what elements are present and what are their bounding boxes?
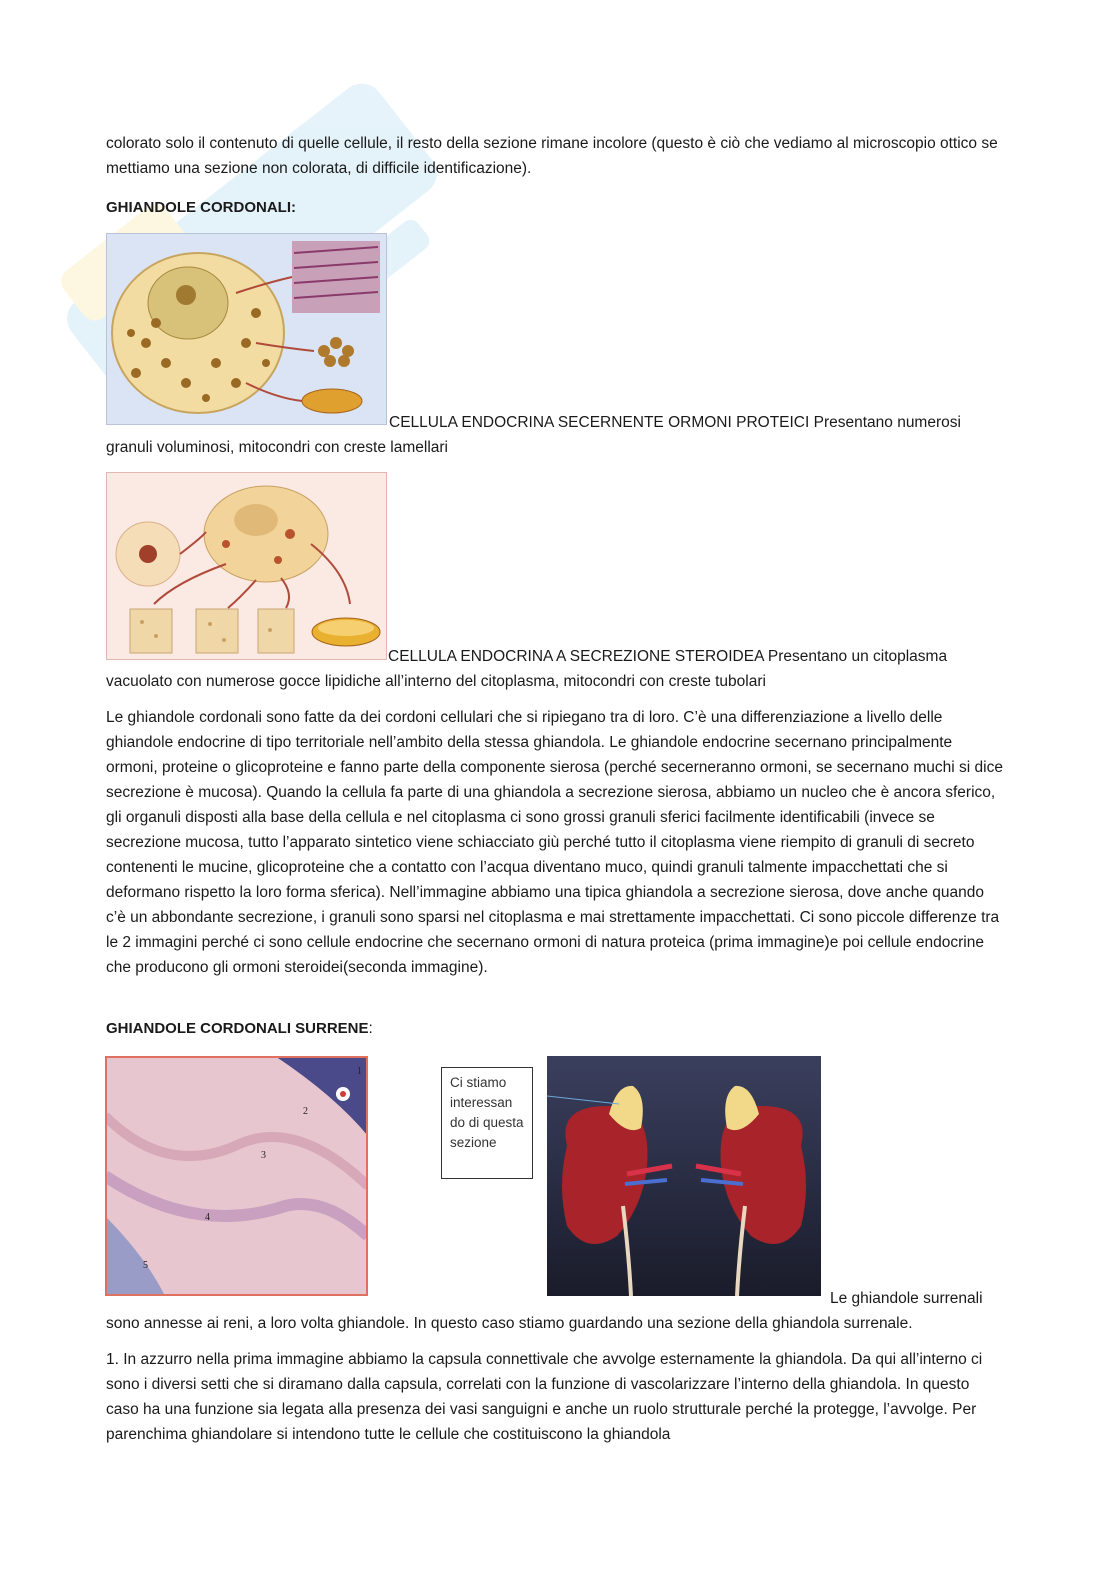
heading-ghiandole-cordonali: GHIANDOLE CORDONALI: — [106, 199, 296, 216]
histology-label-4: 4 — [205, 1212, 210, 1223]
kidney-callout-box: Ci stiamo interessan do di questa sezione — [441, 1067, 533, 1179]
histology-label-3: 3 — [261, 1150, 266, 1161]
protein-cell-figure — [106, 233, 387, 425]
kidney-adrenal-figure — [547, 1056, 821, 1296]
caption-protein-cell-line1: CELLULA ENDOCRINA SECERNENTE ORMONI PROTEICI Presentano numerosi — [389, 414, 961, 431]
caption-surrenali-line1: Le ghiandole surrenali — [830, 1290, 983, 1307]
intro-paragraph: colorato solo il contenuto di quelle cellule, il resto della sezione rimane incolore (questo è ciò che vediamo al microscopio ottico se mettiamo una sezione non colorata, di difficile identificazione). — [106, 135, 998, 177]
heading-surrene-colon: : — [368, 1020, 373, 1037]
heading-surrene — [106, 1016, 1006, 1041]
histology-label-1: 1 — [357, 1066, 362, 1077]
body-cordonali-paragraph: Le ghiandole cordonali sono fatte da dei cordoni cellulari che si ripiegano tra di loro. C’è una differenziazione a livello delle ghiandole endocrine di tipo territoriale nell’ambito della stessa ghiandola. Le ghiandole endocrine secernano principalmente ormoni, proteine o glicoproteine e fanno parte della componente sierosa (perché secerneranno ormoni, se secernano muchi si dice secrezione è mucosa). Quando la cellula fa parte di una ghiandola a secrezione sierosa, abbiamo un nucleo che è ancora sferico, gli organuli disposti alla base della cellula e nel citoplasma ci sono grossi granuli sferici facilmente identificabili (invece se secrezione mucosa, tutto l’apparato sintetico viene schiacciato giù perché tutto il citoplasma viene riempito di granuli di secreto contenenti le mucine, glicoproteine che a contatto con l’acqua diventano muco, quindi granuli talmente impacchettati che si deformano rispetto la loro forma sferica). Nell’immagine abbiamo una tipica ghiandola a secrezione sierosa, dove anche quando c’è un abbondante secrezione, i granuli sono sparsi nel citoplasma e mai strettamente impacchettati. Ci sono piccole differenze tra le 2 immagini perché ci sono cellule endocrine che secernano ormoni di natura proteica (prima immagine)e poi cellule endocrine che producono gli ormoni steroidei(seconda immagine). — [106, 709, 1003, 976]
histology-label-5: 5 — [143, 1260, 148, 1271]
histology-label-2: 2 — [303, 1106, 308, 1117]
adrenal-histology-figure — [105, 1056, 368, 1296]
body-capsula-paragraph: 1. In azzurro nella prima immagine abbiamo la capsula connettivale che avvolge esternamente la ghiandola. Da qui all’interno ci sono i diversi setti che si diramano dalla capsula, correlati con la funzione di vascolarizzare l’interno della ghiandola. In questo caso ha una funzione sia legata alla presenza dei vasi sanguigni e anche un ruolo strutturale perché la protegge, l’avvolge. Per parenchima ghiandolare si intendono tutte le cellule che costituiscono la ghiandola — [106, 1351, 983, 1443]
caption-protein-cell-line2: granuli voluminosi, mitocondri con creste lamellari — [106, 439, 448, 456]
caption-surrenali-line2: sono annesse ai reni, a loro volta ghiandole. In questo caso stiamo guardando una sezione della ghiandola surrenale. — [106, 1315, 913, 1332]
steroid-cell-figure — [106, 472, 387, 660]
caption-steroid-cell-line1: CELLULA ENDOCRINA A SECREZIONE STEROIDEA Presentano un citoplasma — [388, 648, 948, 665]
caption-steroid-cell-line2: vacuolato con numerose gocce lipidiche all’interno del citoplasma, mitocondri con creste tubolari — [106, 673, 766, 690]
heading-surrene-text: GHIANDOLE CORDONALI SURRENE — [106, 1020, 369, 1037]
